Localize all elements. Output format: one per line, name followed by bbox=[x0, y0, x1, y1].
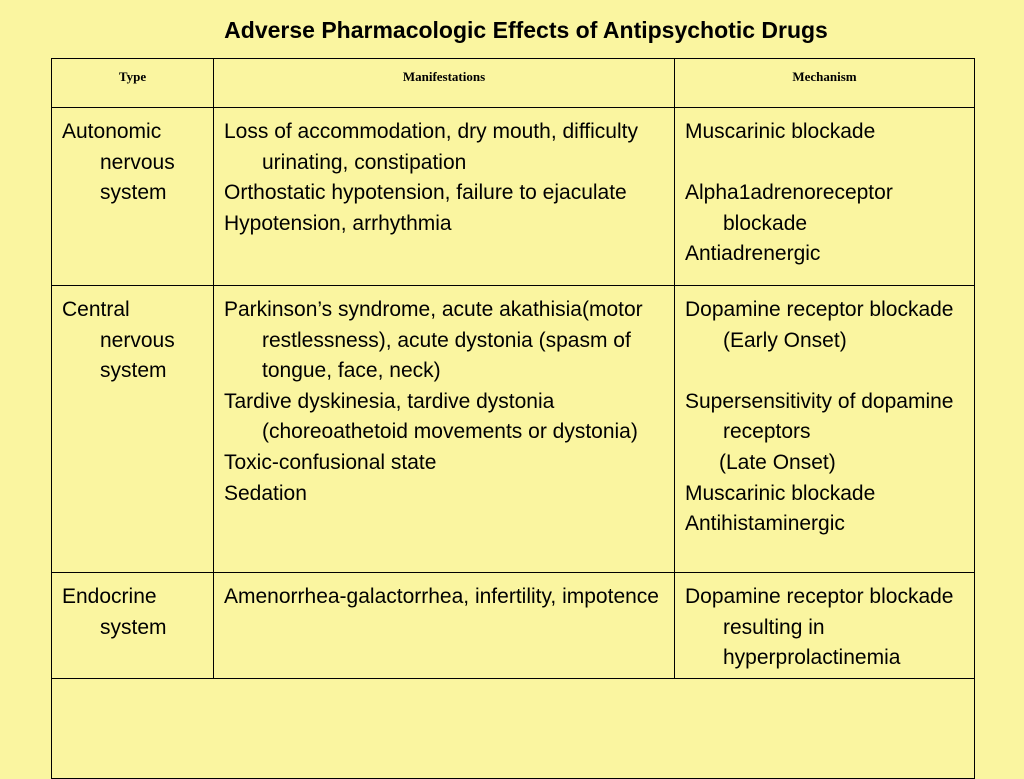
header-mechanism: Mechanism bbox=[675, 59, 975, 108]
type-cell bbox=[52, 573, 214, 679]
adverse-effects-table bbox=[51, 58, 975, 779]
mechanism-item: Muscarinic blockade bbox=[685, 120, 876, 143]
manifestation-item: Amenorrhea-galactorrhea, infertility, impotence bbox=[224, 585, 659, 608]
type-cell bbox=[52, 286, 214, 573]
table-row bbox=[52, 108, 975, 286]
mechanism-item: Dopamine receptor blockade resulting in hyperprolactinemia bbox=[685, 585, 954, 670]
manifestation-item: Orthostatic hypotension, failure to ejaculate bbox=[224, 181, 627, 205]
manifestation-item: Sedation bbox=[224, 481, 307, 505]
mechanism-item: (Late Onset) bbox=[719, 450, 836, 474]
manifestation-item: Toxic-confusional state bbox=[224, 450, 437, 474]
mechanism-cell bbox=[675, 573, 975, 679]
mechanism-spacer bbox=[685, 356, 968, 387]
mechanism-item: Antihistaminergic bbox=[685, 512, 845, 536]
header-manifestations: Manifestations bbox=[214, 59, 675, 108]
table-row bbox=[52, 286, 975, 573]
empty-table-row bbox=[52, 678, 975, 778]
empty-cell bbox=[52, 678, 975, 778]
mechanism-item: Antiadrenergic bbox=[685, 242, 821, 266]
table-row bbox=[52, 573, 975, 679]
manifestations-cell bbox=[214, 573, 675, 679]
manifestation-item: Loss of accommodation, dry mouth, difficulty urinating, constipation bbox=[224, 120, 638, 174]
manifestation-item: Parkinson’s syndrome, acute akathisia(motor restlessness), acute dystonia (spasm of tongue, face, neck) bbox=[224, 298, 643, 383]
mechanism-cell bbox=[675, 286, 975, 573]
mechanism-item: Dopamine receptor blockade (Early Onset) bbox=[685, 298, 954, 352]
mechanism-item: Alpha1adrenoreceptor blockade bbox=[685, 181, 893, 235]
manifestations-cell bbox=[214, 286, 675, 573]
table-header-row bbox=[52, 59, 975, 108]
mechanism-item: Supersensitivity of dopamine receptors bbox=[685, 389, 954, 444]
header-type: Type bbox=[52, 59, 214, 108]
page-title: Adverse Pharmacologic Effects of Antipsychotic Drugs bbox=[224, 17, 828, 43]
type-label: Central nervous system bbox=[62, 298, 175, 383]
mechanism-cell bbox=[675, 108, 975, 286]
mechanism-item: Muscarinic blockade bbox=[685, 481, 876, 505]
type-cell bbox=[52, 108, 214, 286]
type-label: Endocrine system bbox=[62, 585, 167, 639]
manifestation-item: Hypotension, arrhythmia bbox=[224, 211, 452, 235]
mechanism-spacer bbox=[685, 148, 968, 179]
manifestations-cell bbox=[214, 108, 675, 286]
manifestation-item: Tardive dyskinesia, tardive dystonia (choreoathetoid movements or dystonia) bbox=[224, 389, 638, 444]
type-label: Autonomic nervous system bbox=[62, 120, 175, 205]
